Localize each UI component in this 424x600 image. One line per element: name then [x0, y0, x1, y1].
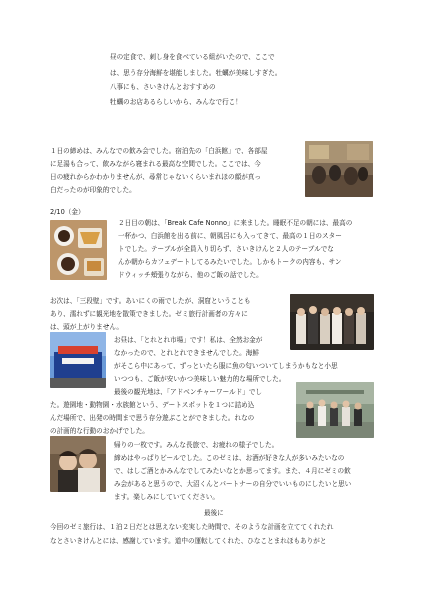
breakfast-line: んか朝からカフェデートしてるみたいでした。しかもトークの内容も、サン: [118, 258, 342, 266]
evening-line: に足湯も合って、飲みながら寝まれる最高な空間でした。ここでは、今: [50, 160, 261, 168]
closing-line: 今回のゼミ旅行は、１泊２日だとは思えない充実した時間で、そのような計画を立ててくれたれ: [50, 523, 334, 531]
market-line: がそこら中にあって、ずっといたら服に魚の匂いついてしまうかもなと小思: [114, 362, 338, 370]
market-photo: [50, 332, 106, 388]
sandanbeki-line: あり、濡れずに観光地を散策できました。ゼミ旅行計画者の方々に: [50, 310, 248, 318]
market-line: なかったので、とれとれできませんでした。海鮮: [114, 349, 259, 357]
intro-line: 昼の定食で、刺し身を食べている組がいたので、ここで: [110, 53, 275, 61]
breakfast-line: ２日目の朝は、「Break Cafe Nonno」に来ました。睡眠不足の朝には、最高の: [118, 219, 353, 227]
ending-line: ます。楽しみにしていてください。: [114, 493, 219, 501]
intro-line: は、思う存分海鮮を堪能しました。牡蠣が美味しすぎた。: [110, 69, 282, 77]
evening-line: 白だったのが印象的でした。: [50, 186, 136, 194]
ending-line: 帰りの一枚です。みんな長旅で、お疲れの様子でした。: [114, 441, 279, 449]
closing-line: なとさいきけんとには、感謝しています。道中の運転してくれた、ひなことまれほもありがと: [50, 537, 327, 545]
breakfast-line: トでした。テーブルが全員入り切らず、さいきけんと２人のテーブルでな: [118, 245, 334, 253]
drinking-party-photo: [305, 141, 373, 197]
ending-line: 締めはやっぱりビールでした。このゼミは、お酒が好きな人が多いみたいなの: [114, 454, 345, 462]
market-line: お昼は、「とれとれ市場」です！私は、全然お金が: [114, 336, 263, 344]
closing-heading: 最後に: [204, 509, 224, 517]
breakfast-line: 一杯かつ、白浜館を出る前に、朝風呂にも入ってきて、最高の１日のスター: [118, 232, 342, 240]
adventure-world-photo: [296, 382, 374, 438]
intro-line: 牡蠣のお店あるらしいから、みんなで行こ！: [110, 98, 242, 106]
breakfast-photo: [50, 220, 107, 280]
evening-line: １日の締めは、みんなでの飲み会でした。宿泊先の「白浜館」で、各部屋: [50, 147, 268, 155]
cave-group-photo: [290, 294, 374, 350]
intro-line: 八事にも、さいきけんとおすすめの: [110, 83, 216, 91]
return-trip-photo: [50, 436, 106, 492]
market-line: いつつも、ご飯が安いかつ美味しい魅力的な場所でした。: [114, 375, 286, 383]
adventure-world-line: 最後の観光地は、「アドベンチャーワールド」でし: [114, 388, 263, 396]
ending-line: み会があると思うので、大沼くんとパートナーの自分でいいものにしたいと思い: [114, 480, 352, 488]
adventure-world-line: の計画的な行動のおかげでした。: [50, 427, 149, 435]
date-heading: 2/10（金）: [50, 208, 85, 216]
adventure-world-line: た。遊園地・動物園・水族館という、デートスポットを１つに詰め込: [50, 401, 255, 409]
evening-line: 日の疲れからかわかりませんが、尋常じゃないくらいまれほの顔が真っ: [50, 173, 261, 181]
sandanbeki-line: は、頭が上がりません。: [50, 323, 123, 331]
ending-line: で、はしご酒とかみんなでしてみたいなとか思ってます。また、４月にゼミの飲: [114, 467, 351, 475]
sandanbeki-line: お次は、「三段壁」です。あいにくの雨でしたが、洞窟ということも: [50, 297, 251, 305]
adventure-world-line: んだ場所で、出発の時間まで思う存分遊ぶことができました。れなの: [50, 414, 255, 422]
breakfast-line: ドウィッチ頬張りながら、他のご飯の話でした。: [118, 271, 263, 279]
